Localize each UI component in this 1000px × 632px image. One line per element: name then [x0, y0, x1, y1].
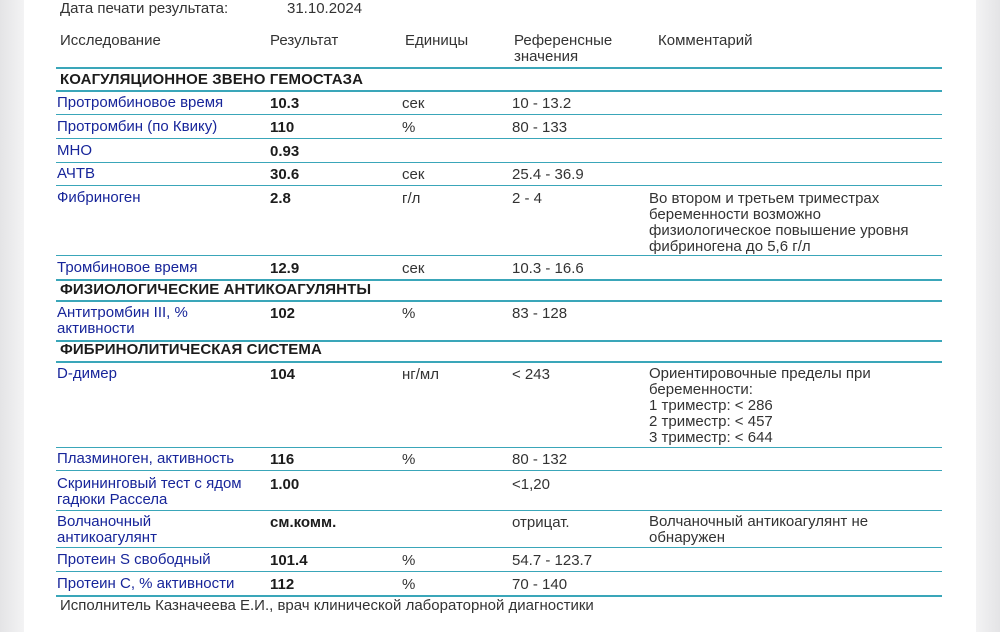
divider: [56, 361, 942, 363]
print-date-label: Дата печати результата:: [60, 0, 229, 17]
column-header-comment: Комментарий: [658, 32, 753, 49]
test-reference: 2 - 4: [512, 190, 543, 207]
section-title-anticoagulants: ФИЗИОЛОГИЧЕСКИЕ АНТИКОАГУЛЯНТЫ: [60, 281, 372, 298]
performer-signature: Исполнитель Казначеева Е.И., врач клинической лабораторной диагностики: [60, 597, 594, 614]
test-name: Плазминоген, активность: [57, 450, 235, 467]
test-name: МНО: [57, 142, 92, 159]
test-units: %: [402, 305, 416, 322]
test-result: 30.6: [270, 166, 300, 183]
test-comment: Ориентировочные пределы при беременности: 1 триместр: < 286 2 триместр: < 457 3 триместр: < 644: [649, 365, 871, 446]
test-name: Волчаночный антикоагулянт: [57, 513, 157, 546]
divider: [56, 185, 942, 186]
divider: [56, 255, 942, 256]
test-units: %: [402, 451, 416, 468]
test-result: 112: [270, 576, 295, 593]
divider: [56, 470, 942, 471]
divider: [56, 300, 942, 302]
test-units: нг/мл: [402, 366, 439, 383]
divider: [56, 138, 942, 139]
test-name: Тромбиновое время: [57, 259, 198, 276]
test-reference: 80 - 132: [512, 451, 568, 468]
test-name: Протромбиновое время: [57, 94, 224, 111]
divider: [56, 67, 942, 69]
test-units: сек: [402, 95, 425, 112]
test-reference: 10.3 - 16.6: [512, 260, 584, 277]
test-comment: Во втором и третьем триместрах беременности возможно физиологическое повышение уровня фибриногена до 5,6 г/л: [649, 190, 909, 255]
test-result: 2.8: [270, 190, 291, 207]
test-result: 1.00: [270, 476, 300, 493]
test-reference: 80 - 133: [512, 119, 568, 136]
test-reference: 25.4 - 36.9: [512, 166, 584, 183]
section-title-fibrinolytic: ФИБРИНОЛИТИЧЕСКАЯ СИСТЕМА: [60, 341, 322, 358]
test-name: D-димер: [57, 365, 117, 382]
test-result: 110: [270, 119, 295, 136]
divider: [56, 162, 942, 163]
column-header-result: Результат: [270, 32, 339, 49]
test-reference: 10 - 13.2: [512, 95, 572, 112]
test-reference: 54.7 - 123.7: [512, 552, 593, 569]
divider: [56, 114, 942, 115]
test-result: 104: [270, 366, 296, 383]
test-name: Протеин S свободный: [57, 551, 211, 568]
test-reference: 83 - 128: [512, 305, 568, 322]
test-result: 0.93: [270, 143, 300, 160]
test-name: Скрининговый тест с ядом гадюки Рассела: [57, 475, 242, 508]
test-result: 12.9: [270, 260, 300, 277]
column-header-study: Исследование: [60, 32, 161, 49]
test-reference: 70 - 140: [512, 576, 568, 593]
test-name: Протеин C, % активности: [57, 575, 235, 592]
test-result: 10.3: [270, 95, 300, 112]
test-units: сек: [402, 260, 425, 277]
test-units: %: [402, 552, 416, 569]
test-result: 102: [270, 305, 296, 322]
test-result: 116: [270, 451, 295, 468]
test-reference: < 243: [512, 366, 550, 383]
test-reference: отрицат.: [512, 514, 570, 531]
column-header-units: Единицы: [405, 32, 469, 49]
test-units: %: [402, 119, 416, 136]
test-result: 101.4: [270, 552, 308, 569]
test-name: АЧТВ: [57, 165, 95, 182]
test-name: Фибриноген: [57, 189, 141, 206]
divider: [56, 510, 942, 511]
test-units: сек: [402, 166, 425, 183]
test-name: Протромбин (по Квику): [57, 118, 218, 135]
column-header-reference: Референсные значения: [514, 32, 613, 65]
test-reference: <1,20: [512, 476, 550, 493]
divider: [56, 547, 942, 548]
test-name: Антитромбин III, % активности: [57, 304, 188, 337]
section-title-coagulation: КОАГУЛЯЦИОННОЕ ЗВЕНО ГЕМОСТАЗА: [60, 71, 364, 88]
print-date-value: 31.10.2024: [287, 0, 363, 17]
divider: [56, 90, 942, 92]
test-units: г/л: [402, 190, 421, 207]
test-result: см.комм.: [270, 514, 337, 531]
divider: [56, 447, 942, 448]
test-comment: Волчаночный антикоагулянт не обнаружен: [649, 513, 869, 546]
test-units: %: [402, 576, 416, 593]
divider: [56, 571, 942, 572]
